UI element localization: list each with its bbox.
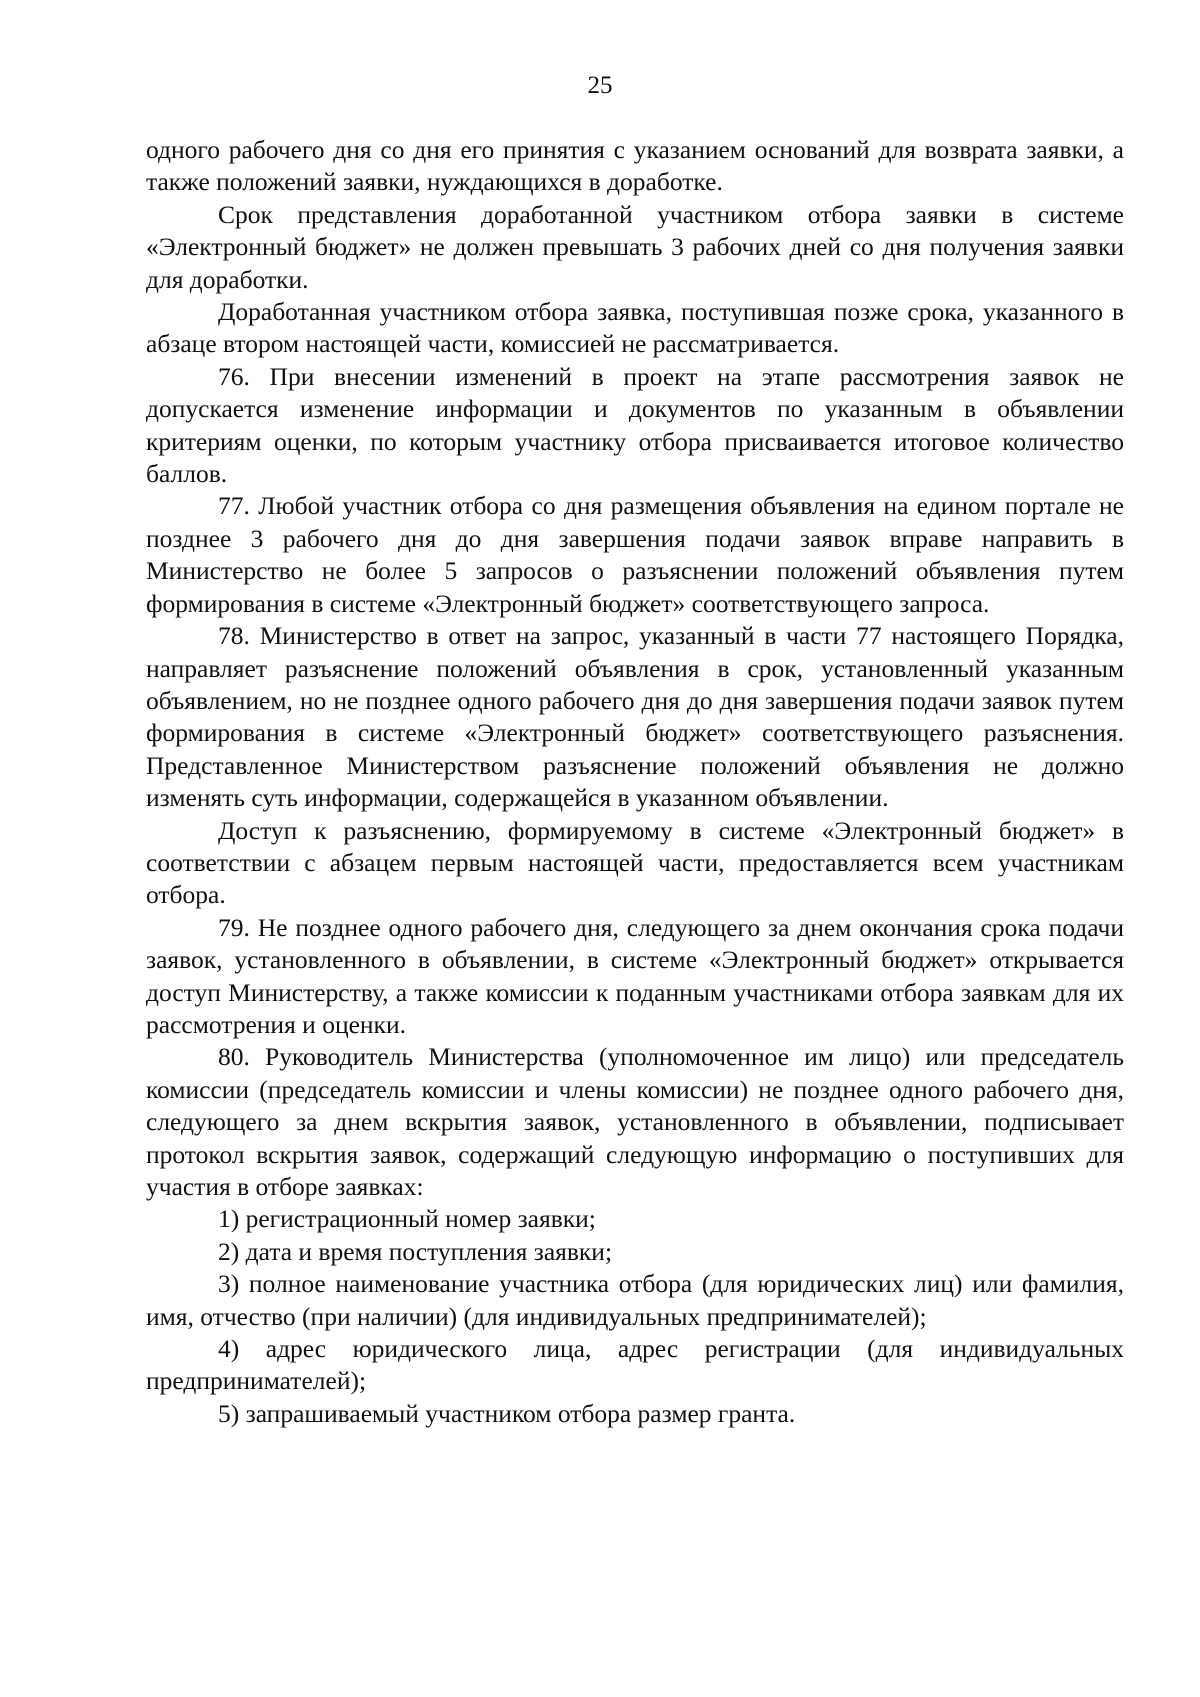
paragraph-clarification-access: Доступ к разъяснению, формируемому в системе «Электронный бюджет» в соответствии с абзацем первым настоящей части, предоставляется всем участникам отбора.: [146, 815, 1124, 910]
paragraph-resubmission-deadline: Срок представления доработанной участником отбора заявки в системе «Электронный бюджет» не должен превышать 3 рабочих дней со дня получения заявки для доработки.: [146, 199, 1124, 294]
paragraph-continuation: одного рабочего дня со дня его принятия с указанием оснований для возврата заявки, а также положений заявки, нуждающихся в доработке.: [146, 135, 1124, 197]
list-item-2: 2) дата и время поступления заявки;: [218, 1236, 613, 1266]
paragraph-78: 78. Министерство в ответ на запрос, указанный в части 77 настоящего Порядка, направляет разъяснение положений объявления в срок, установленный указанным объявлением, но не позднее одного рабочего дня до дня завершения подачи заявок путем формирования в системе «Электронный бюджет» соответствующего разъяснения. Представленное Министерством разъяснение положений объявления не должно изменять суть информации, содержащейся в указанном объявлении.: [146, 621, 1124, 813]
paragraph-76: 76. При внесении изменений в проект на этапе рассмотрения заявок не допускается изменение информации и документов по указанным в объявлении критериям оценки, по которым участнику отбора присваивается итоговое количество баллов.: [146, 361, 1124, 489]
list-item-3: 3) полное наименование участника отбора (для юридических лиц) или фамилия, имя, отчество (при наличии) (для индивидуальных предпринимателей);: [146, 1269, 1124, 1331]
paragraph-80: 80. Руководитель Министерства (уполномоченное им лицо) или председатель комиссии (председатель комиссии и члены комиссии) не позднее одного рабочего дня, следующего за днем вскрытия заявок, установленного в объявлении, подписывает протокол вскрытия заявок, содержащий следующую информацию о поступивших для участия в отборе заявках:: [146, 1042, 1124, 1201]
page-number: 25: [587, 72, 613, 99]
document-body: [146, 134, 1124, 1430]
list-item-4: 4) адрес юридического лица, адрес регистрации (для индивидуальных предпринимателей);: [146, 1334, 1124, 1396]
paragraph-77: 77. Любой участник отбора со дня размещения объявления на едином портале не позднее 3 рабочего дня до дня завершения подачи заявок вправе направить в Министерство не более 5 запросов о разъяснении положений объявления путем формирования в системе «Электронный бюджет» соответствующего запроса.: [146, 491, 1124, 618]
list-item-5: 5) запрашиваемый участником отбора размер гранта.: [218, 1398, 796, 1428]
list-item-1: 1) регистрационный номер заявки;: [218, 1204, 596, 1234]
paragraph-late-application: Доработанная участником отбора заявка, поступившая позже срока, указанного в абзаце втором настоящей части, комиссией не рассматривается.: [146, 297, 1124, 359]
paragraph-79: 79. Не позднее одного рабочего дня, следующего за днем окончания срока подачи заявок, установленного в объявлении, в системе «Электронный бюджет» открывается доступ Министерству, а также комиссии к поданным участниками отбора заявкам для их рассмотрения и оценки.: [146, 912, 1124, 1039]
